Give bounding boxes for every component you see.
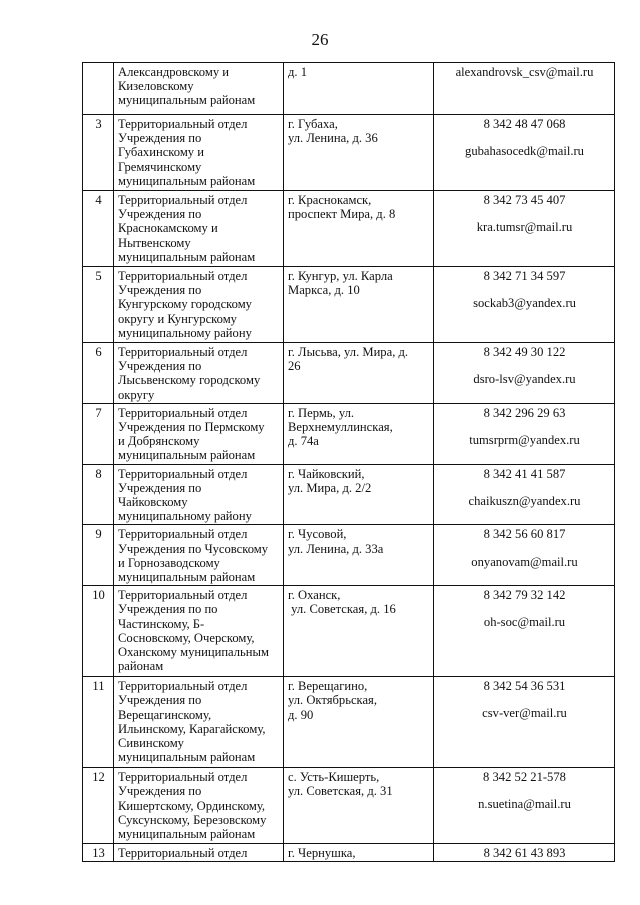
department-name-line: Учреждения по — [118, 283, 202, 298]
department-name-line: муниципальным районам — [118, 249, 256, 264]
department-name-line: Территориальный отдел — [118, 405, 248, 420]
table-row — [83, 191, 615, 267]
department-name-line: округу и Кунгурскому — [118, 311, 237, 326]
department-name — [114, 115, 284, 191]
row-number: 5 — [83, 267, 114, 343]
row-number: 12 — [83, 768, 114, 844]
phone-number: 8 342 48 47 068 — [483, 117, 566, 131]
row-number: 11 — [83, 677, 114, 768]
department-name-line: Территориальный отдел — [118, 466, 248, 481]
department-contacts — [434, 586, 615, 677]
department-name-line: Учреждения по — [118, 693, 202, 708]
department-name-line: Суксунскому, Березовскому — [118, 812, 267, 827]
department-name-line: муниципальным районам — [118, 750, 256, 765]
address-line: ул. Ленина, д. 33а — [288, 541, 384, 556]
address-line: г. Пермь, ул. — [288, 405, 355, 420]
department-name-line: муниципальным районам — [118, 173, 256, 188]
department-address — [284, 267, 434, 343]
address-line: Верхнемуллинская, — [288, 420, 393, 435]
department-address — [284, 586, 434, 677]
department-address — [284, 115, 434, 191]
department-name-line: Чайковскому — [118, 495, 188, 510]
department-name-line: Кишертскому, Ординскому, — [118, 798, 266, 813]
department-name-line: Территориальный отдел — [118, 345, 248, 359]
phone-number: 8 342 56 60 817 — [483, 527, 566, 542]
email-address: tumsrprm@yandex.ru — [469, 433, 580, 448]
email-address: kra.tumsr@mail.ru — [476, 220, 573, 235]
row-number: 3 — [83, 115, 114, 191]
address-line: д. 90 — [288, 707, 314, 722]
department-name-line: Сосновскому, Очерскому, — [118, 630, 255, 645]
table-body — [83, 63, 615, 862]
department-name-line: Территориальный отдел — [118, 846, 248, 861]
address-line: г. Губаха, — [288, 117, 338, 131]
department-address — [284, 343, 434, 404]
department-address — [284, 63, 434, 115]
email-address: csv-ver@mail.ru — [482, 706, 567, 721]
department-name-line: муниципальным районам — [118, 448, 256, 463]
email-address: oh-soc@mail.ru — [483, 615, 566, 630]
table-row — [83, 63, 615, 115]
address-line: проспект Мира, д. 8 — [288, 207, 396, 222]
department-contacts — [434, 768, 615, 844]
table-row — [83, 343, 615, 404]
department-name-line: Нытвенскому — [118, 235, 191, 250]
row-number: 7 — [83, 403, 114, 464]
department-name-line: Учреждения по — [118, 784, 202, 799]
address-line: д. 1 — [288, 65, 308, 79]
department-name — [114, 677, 284, 768]
department-name — [114, 525, 284, 586]
row-number: 6 — [83, 343, 114, 404]
department-name-line: Учреждения по — [118, 207, 202, 222]
department-name-line: Кунгурскому городскому — [118, 297, 252, 312]
department-contacts — [434, 844, 615, 862]
department-name-line: Ильинскому, Карагайскому, — [118, 721, 266, 736]
department-name — [114, 844, 284, 862]
department-name-line: Территориальный отдел — [118, 770, 248, 785]
department-name-line: Территориальный отдел — [118, 588, 248, 603]
email-address: sockab3@yandex.ru — [473, 296, 576, 311]
address-line: г. Оханск, — [288, 588, 341, 603]
department-name — [114, 403, 284, 464]
department-contacts — [434, 464, 615, 525]
department-contacts — [434, 63, 615, 115]
address-line: г. Верещагино, — [288, 679, 368, 694]
department-name-line: Оханскому муниципальным — [118, 645, 269, 660]
department-address — [284, 844, 434, 862]
department-name-line: и Добрянскому — [118, 434, 200, 449]
department-name — [114, 267, 284, 343]
department-name-line: Территориальный отдел — [118, 527, 248, 542]
department-address — [284, 191, 434, 267]
address-line: Маркса, д. 10 — [288, 283, 360, 298]
table-row — [83, 525, 615, 586]
department-name — [114, 464, 284, 525]
department-name-line: Частинскому, Б- — [118, 616, 205, 631]
department-name-line: Лысьвенскому городскому — [118, 373, 261, 388]
department-name-line: и Горнозаводскому — [118, 555, 220, 570]
department-name — [114, 63, 284, 115]
department-address — [284, 525, 434, 586]
table-row — [83, 586, 615, 677]
address-line: 26 — [288, 359, 301, 374]
address-line: г. Краснокамск, — [288, 193, 372, 207]
department-contacts — [434, 403, 615, 464]
department-name-line: Учреждения по — [118, 131, 202, 146]
address-line: ул. Ленина, д. 36 — [288, 131, 378, 146]
department-name-line: Территориальный отдел — [118, 193, 248, 207]
department-address — [284, 403, 434, 464]
email-address: onyanovam@mail.ru — [471, 554, 578, 569]
table-row — [83, 403, 615, 464]
department-name-line: районам — [118, 659, 164, 674]
row-number — [83, 63, 114, 115]
table-row — [83, 464, 615, 525]
department-name — [114, 343, 284, 404]
email-address: chaikuszn@yandex.ru — [468, 493, 581, 508]
department-name-line: Губахинскому и — [118, 145, 204, 160]
phone-number: 8 342 49 30 122 — [483, 345, 566, 359]
table-row — [83, 115, 615, 191]
department-name-line: Краснокамскому и — [118, 221, 218, 236]
department-name-line: муниципальным районам — [118, 827, 256, 842]
department-name-line: муниципальным районам — [118, 93, 256, 108]
phone-number: 8 342 41 41 587 — [483, 466, 566, 481]
address-line: г. Чернушка, — [288, 846, 356, 861]
department-contacts — [434, 343, 615, 404]
department-name-line: Сивинскому — [118, 736, 184, 751]
address-line: д. 74а — [288, 434, 319, 449]
phone-number: 8 342 71 34 597 — [483, 269, 566, 283]
department-name-line: Гремячинскому — [118, 159, 202, 174]
department-name-line: муниципальным районам — [118, 570, 256, 585]
row-number: 8 — [83, 464, 114, 525]
row-number: 9 — [83, 525, 114, 586]
department-contacts — [434, 267, 615, 343]
department-name-line: Верещагинскому, — [118, 707, 212, 722]
department-name-line: Учреждения по — [118, 480, 202, 495]
department-name-line: Александровскому и — [118, 65, 230, 79]
email-address: dsro-lsv@yandex.ru — [473, 372, 576, 387]
department-name-line: муниципальному району — [118, 509, 252, 524]
department-name — [114, 768, 284, 844]
address-line: г. Чайковский, — [288, 466, 365, 481]
department-name-line: Учреждения по Чусовскому — [118, 541, 269, 556]
department-contacts — [434, 677, 615, 768]
phone-number: 8 342 61 43 893 — [483, 846, 566, 861]
department-name-line: Учреждения по — [118, 359, 202, 374]
department-name-line: округу — [118, 387, 155, 402]
phone-number: 8 342 296 29 63 — [483, 405, 566, 420]
department-address — [284, 464, 434, 525]
phone-number: 8 342 54 36 531 — [483, 679, 566, 694]
department-name-line: Территориальный отдел — [118, 679, 248, 694]
department-address — [284, 768, 434, 844]
department-name-line: Учреждения по по — [118, 602, 218, 617]
row-number: 4 — [83, 191, 114, 267]
address-line: ул. Советская, д. 31 — [288, 784, 393, 799]
address-line: с. Усть-Кишерть, — [288, 770, 380, 785]
department-name — [114, 191, 284, 267]
department-name-line: Территориальный отдел — [118, 117, 248, 131]
email-address: alexandrovsk_csv@mail.ru — [455, 65, 594, 79]
page-number: 26 — [311, 30, 329, 49]
department-name-line: Территориальный отдел — [118, 269, 248, 283]
phone-number: 8 342 79 32 142 — [483, 588, 566, 603]
table-row — [83, 677, 615, 768]
department-address — [284, 677, 434, 768]
department-contacts — [434, 191, 615, 267]
row-number: 13 — [83, 844, 114, 862]
department-name-line: Учреждения по Пермскому — [118, 420, 265, 435]
email-address: gubahasocedk@mail.ru — [465, 144, 584, 159]
email-address: n.suetina@mail.ru — [478, 797, 571, 812]
table-row — [83, 267, 615, 343]
department-name — [114, 586, 284, 677]
department-contacts — [434, 525, 615, 586]
table-row — [83, 844, 615, 862]
department-name-line: муниципальному району — [118, 325, 252, 340]
row-number: 10 — [83, 586, 114, 677]
address-line: ул. Советская, д. 16 — [288, 602, 396, 617]
address-line: ул. Мира, д. 2/2 — [288, 480, 372, 495]
address-line: г. Лысьва, ул. Мира, д. — [288, 345, 409, 359]
address-line: г. Кунгур, ул. Карла — [288, 269, 393, 283]
address-line: г. Чусовой, — [288, 527, 347, 542]
phone-number: 8 342 73 45 407 — [483, 193, 566, 207]
phone-number: 8 342 52 21-578 — [483, 770, 566, 785]
address-line: ул. Октябрьская, — [288, 693, 377, 708]
departments-table — [82, 62, 615, 862]
table-row — [83, 768, 615, 844]
department-name-line: Кизеловскому — [118, 79, 194, 94]
department-contacts — [434, 115, 615, 191]
